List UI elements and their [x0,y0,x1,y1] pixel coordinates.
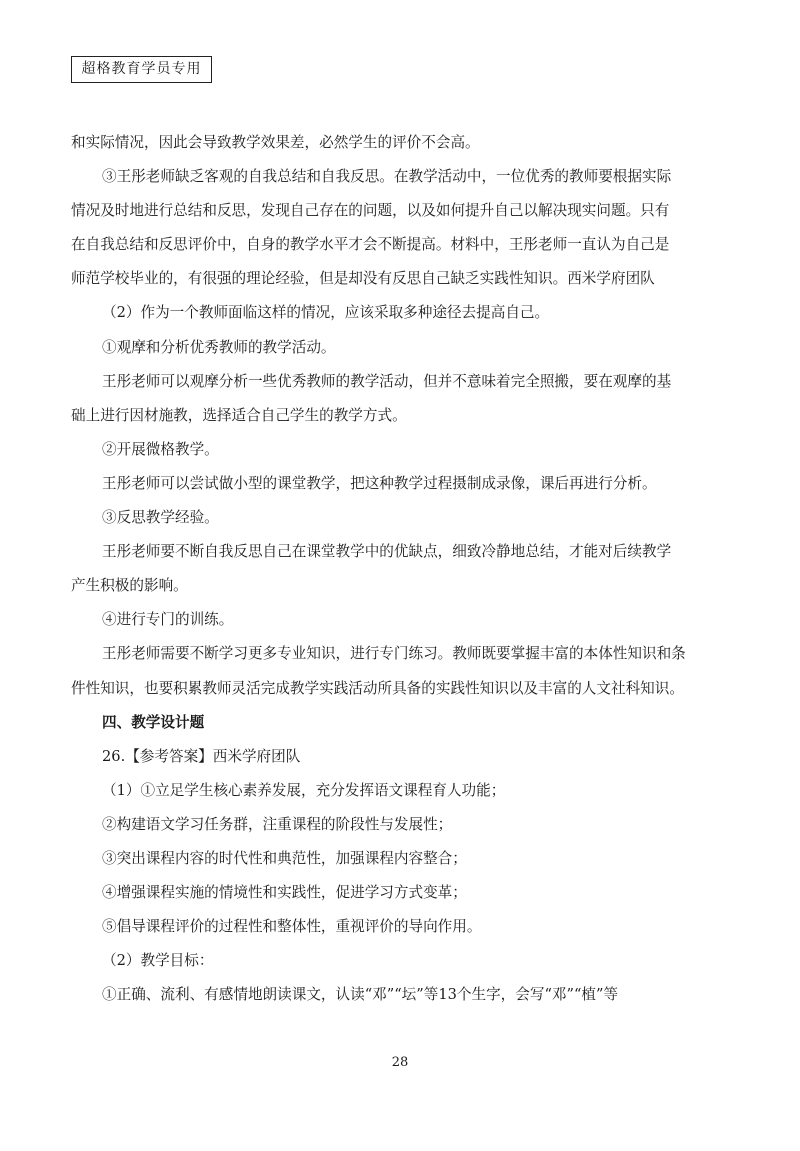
text-line: ①正确、流利、有感情地朗读课文，认读“邓”“坛”等13个生字，会写“邓”“植”等 [102,986,619,1004]
text-line: ④增强课程实施的情境性和实践性，促进学习方式变革； [102,884,467,902]
document-body [71,126,731,1012]
page-number: 28 [391,1055,409,1070]
text-line: （2）作为一个教师面临这样的情况，应该采取多种途径去提高自己。 [102,304,550,322]
text-line: 产生积极的影响。 [71,577,188,595]
text-line: 王彤老师可以尝试做小型的课堂教学，把这种教学过程摄制成录像，课后再进行分析。 [102,474,657,492]
text-line: 和实际情况，因此会导致教学效果差，必然学生的评价不会高。 [71,134,480,151]
text-line: 师范学校毕业的，有很强的理论经验，但是却没有反思自己缺乏实践性知识。西米学府团队 [71,270,655,288]
header-label: 超格教育学员专用 [71,56,212,83]
text-line: 情况及时地进行总结和反思，发现自己存在的问题，以及如何提升自己以解决现实问题。只有 [71,202,670,220]
text-line: （2）教学目标： [102,952,214,970]
text-line: （1）①立足学生核心素养发展，充分发挥语文课程育人功能； [102,781,506,799]
text-line: 26.【参考答案】西米学府团队 [102,747,301,765]
text-line: ②开展微格教学。 [102,440,219,458]
text-line: ③反思教学经验。 [102,509,219,527]
text-line: ①观摩和分析优秀教师的教学活动。 [102,338,336,356]
text-line: 件性知识，也要积累教师灵活完成教学实践活动所具备的实践性知识以及丰富的人文社科知识。 [71,679,684,697]
section-heading: 四、教学设计题 [102,713,205,731]
text-line: ⑤倡导课程评价的过程性和整体性，重视评价的导向作用。 [102,918,482,936]
text-line: 王彤老师要不断自我反思自己在课堂教学中的优缺点，细致冷静地总结，才能对后续教学 [102,543,672,561]
text-line: 王彤老师可以观摩分析一些优秀教师的教学活动，但并不意味着完全照搬，要在观摩的基 [102,372,672,390]
text-line: 础上进行因材施教，选择适合自己学生的教学方式。 [71,406,407,424]
text-line: 在自我总结和反思评价中，自身的教学水平才会不断提高。材料中，王彤老师一直认为自己是 [71,236,670,254]
text-line: ②构建语文学习任务群，注重课程的阶段性与发展性； [102,815,453,833]
text-line: ④进行专门的训练。 [102,611,234,629]
text-line: 王彤老师需要不断学习更多专业知识，进行专门练习。教师既要掌握丰富的本体性知识和条 [102,645,686,663]
text-line: ③突出课程内容的时代性和典范性，加强课程内容整合； [102,849,467,867]
text-line: ③王彤老师缺乏客观的自我总结和自我反思。在教学活动中，一位优秀的教师要根据实际 [102,168,672,186]
